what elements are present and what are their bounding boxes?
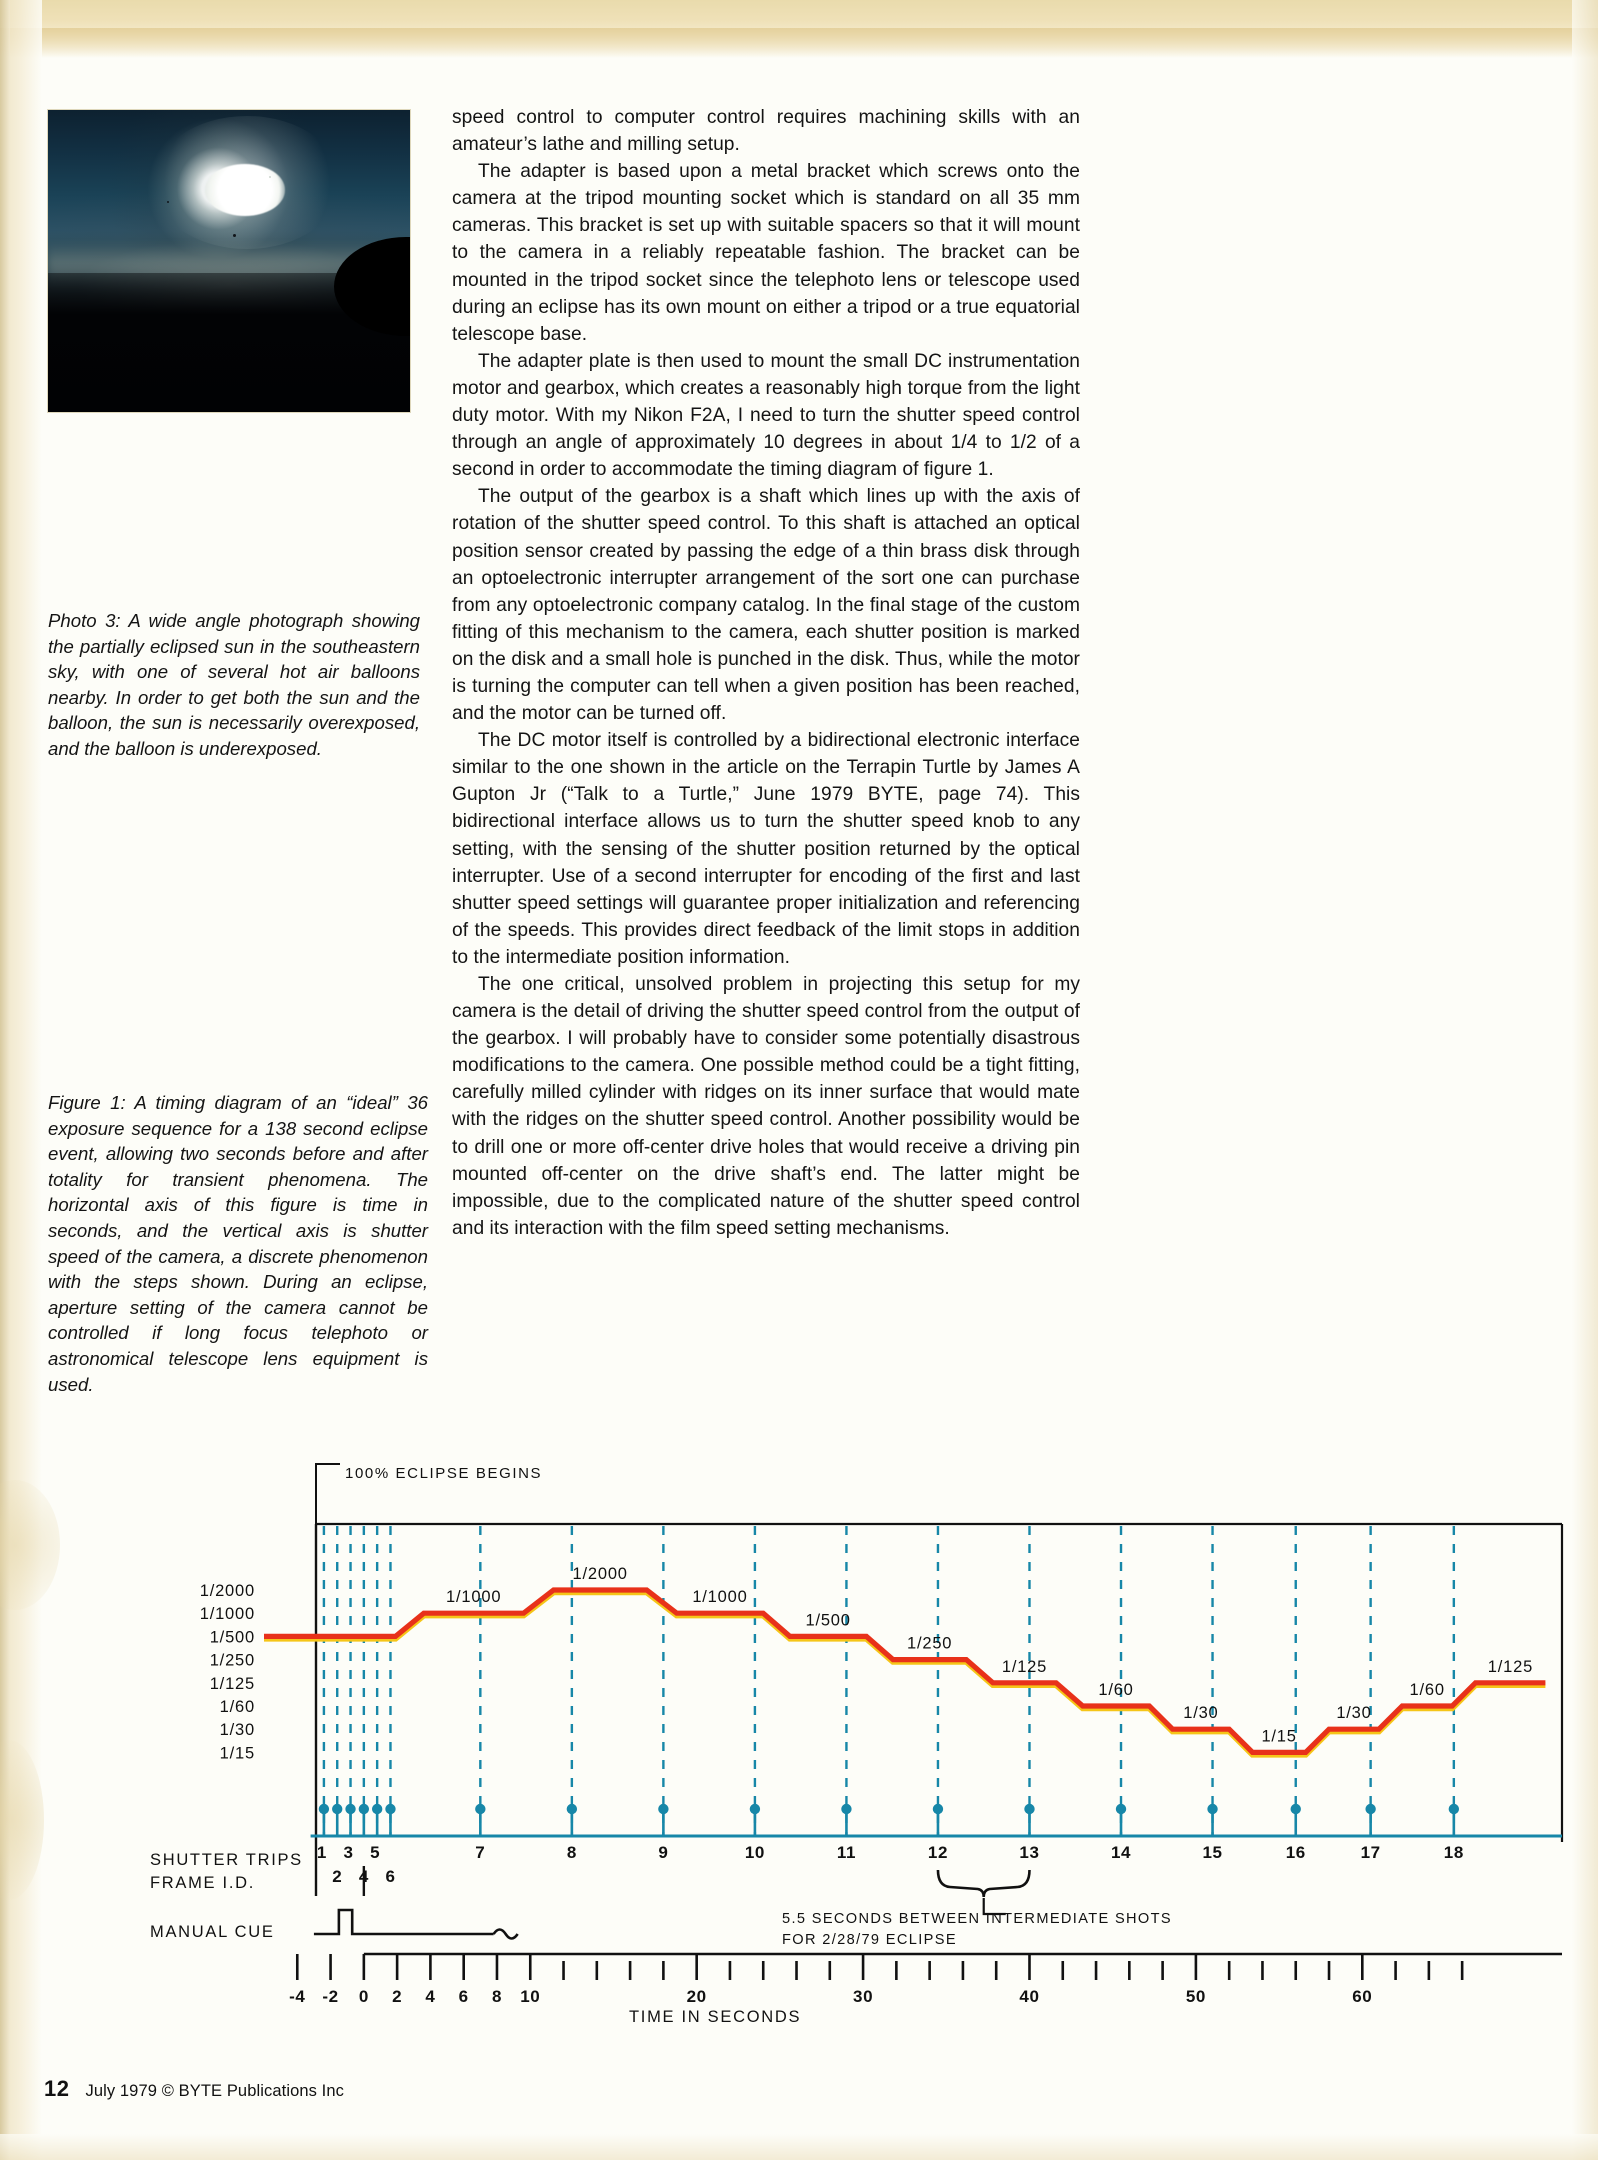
paragraph: speed control to computer control requires machining skills with an amateur’s lathe and milling setup. xyxy=(452,107,1080,156)
shutter-trip-marker xyxy=(1116,1804,1126,1814)
chart-text: 1/500 xyxy=(209,1628,255,1647)
scan-stain-bottom xyxy=(0,2134,1598,2160)
shutter-trip-marker xyxy=(658,1804,668,1814)
shutter-trip-marker xyxy=(332,1804,342,1814)
chart-text: 10 xyxy=(520,1987,541,2006)
chart-text: 1/125 xyxy=(1001,1657,1048,1676)
shutter-trip-marker xyxy=(372,1804,382,1814)
page-footer xyxy=(44,2076,344,2102)
chart-text: 50 xyxy=(1185,1987,1206,2006)
chart-text: 1/250 xyxy=(906,1634,953,1653)
photo-caption: Photo 3: A wide angle photograph showing the partially eclipsed sun in the southeastern sky, with one of several hot air balloons nearby. In order to get both the sun and the balloon, the sun is necessarily overexposed, and the balloon is underexposed. xyxy=(48,610,420,759)
chart-text: 1/1000 xyxy=(692,1588,748,1607)
shutter-trip-marker xyxy=(933,1804,943,1814)
shutter-trip-marker xyxy=(345,1804,355,1814)
chart-text: 2 xyxy=(332,1867,343,1886)
chart-text: 1/2000 xyxy=(572,1565,628,1583)
chart-text: 13 xyxy=(1019,1843,1040,1862)
paragraph: The adapter is based upon a metal bracket which screws onto the camera at the tripod mounting socket which is standard on all 35 mm cameras. This bracket is set up with suitable spacers so that it will mount to the camera in a reliably repeatable fashion. The bracket can be mounted in the tripod socket since the telephoto lens or telescope used during an eclipse has its own mount on either a tripod or a true equatorial telescope base. xyxy=(452,161,1080,345)
shutter-trips-label: SHUTTER TRIPS xyxy=(150,1851,303,1869)
chart-text: 3 xyxy=(343,1843,354,1862)
chart-text: 6 xyxy=(458,1987,469,2006)
chart-text: 1/1000 xyxy=(199,1605,255,1624)
figure-1-timing-diagram xyxy=(0,1440,1598,2060)
shutter-trip-marker xyxy=(1365,1804,1375,1814)
chart-text: 4 xyxy=(358,1867,369,1886)
scan-stain-top-2 xyxy=(0,28,1598,58)
chart-text: 16 xyxy=(1285,1843,1306,1862)
manual-cue-waveform xyxy=(314,1910,494,1934)
figure-caption: Figure 1: A timing diagram of an “ideal” 36 exposure sequence for a 138 second eclipse event, allowing two seconds before and after totality for transient phenomena. The horizontal axis of this figure is time in seconds, and the vertical axis is shutter speed of the camera, a discrete phenomenon with the steps shown. During an eclipse, aperture setting of the camera cannot be controlled if long focus telephoto or astronomical telescope lens equipment is used. xyxy=(48,1092,428,1395)
copyright-imprint: July 1979 © BYTE Publications Inc xyxy=(85,2082,344,2100)
eclipse-begin-label: 100% ECLIPSE BEGINS xyxy=(345,1465,543,1482)
chart-text: 11 xyxy=(836,1843,857,1862)
chart-text: 40 xyxy=(1019,1987,1040,2006)
chart-text: 1 xyxy=(316,1843,327,1862)
shutter-trip-marker xyxy=(359,1804,369,1814)
chart-text: 8 xyxy=(566,1843,577,1862)
chart-text: 5 xyxy=(370,1843,381,1862)
chart-text: 4 xyxy=(425,1987,436,2006)
chart-text: 1/30 xyxy=(1183,1704,1219,1723)
chart-text: 1/30 xyxy=(219,1721,255,1740)
chart-text: 1/15 xyxy=(219,1744,255,1763)
chart-text: 1/250 xyxy=(209,1651,255,1670)
frame-id-label: FRAME I.D. xyxy=(150,1874,256,1892)
timing-diagram-svg xyxy=(0,1440,1598,2060)
chart-text: 1/2000 xyxy=(199,1582,255,1600)
article-body xyxy=(452,104,1080,1242)
x-axis-title: TIME IN SECONDS xyxy=(629,2008,802,2026)
shutter-trip-marker xyxy=(841,1804,851,1814)
shutter-trip-marker xyxy=(475,1804,485,1814)
paragraph: The DC motor itself is controlled by a bidirectional electronic interface similar to the one shown in the article on the Terrapin Turtle by James A Gupton Jr (“Talk to a Turtle,” June 1979 BYTE, page 74). This bidirectional interface allows us to turn the shutter speed knob to any setting, with the sensing of the shutter position returned by the optical interrupter. Use of a second interrupter for encoding of the first and last shutter speed settings will guarantee proper initialization and referencing of the speeds. This provides direct feedback of the limit stops in addition to the intermediate position information. xyxy=(452,730,1080,968)
interval-brace xyxy=(938,1870,1030,1897)
chart-text: 60 xyxy=(1352,1987,1373,2006)
shutter-trip-marker xyxy=(385,1804,395,1814)
chart-text: 15 xyxy=(1202,1843,1223,1862)
interval-note-line-2: FOR 2/28/79 ECLIPSE xyxy=(782,1932,957,1948)
chart-text: 1/60 xyxy=(219,1698,255,1716)
left-column xyxy=(48,110,420,412)
chart-text: 17 xyxy=(1360,1843,1381,1862)
chart-text: 14 xyxy=(1110,1843,1132,1862)
chart-text: 0 xyxy=(358,1987,369,2006)
chart-text: 1/30 xyxy=(1336,1704,1372,1723)
chart-text: 10 xyxy=(744,1843,765,1862)
shutter-speed-curve xyxy=(264,1590,1545,1752)
photo-sun xyxy=(205,164,285,215)
chart-text: -2 xyxy=(322,1987,339,2006)
chart-text: 20 xyxy=(686,1987,707,2006)
chart-text: 2 xyxy=(392,1987,403,2006)
chart-text: 8 xyxy=(491,1987,503,2006)
chart-text: 6 xyxy=(385,1867,396,1886)
eclipse-photo xyxy=(48,110,410,412)
shutter-trip-marker xyxy=(1024,1804,1034,1814)
chart-text: -4 xyxy=(289,1987,306,2006)
manual-cue-squiggle xyxy=(494,1930,518,1939)
photo-speck xyxy=(233,234,236,237)
shutter-trip-marker xyxy=(1291,1804,1301,1814)
chart-text: 1/15 xyxy=(1261,1727,1297,1746)
shutter-trip-marker xyxy=(319,1804,329,1814)
page-number: 12 xyxy=(44,2076,70,2101)
manual-cue-label: MANUAL CUE xyxy=(150,1923,275,1941)
chart-text: 9 xyxy=(658,1843,669,1862)
chart-text: 1/1000 xyxy=(446,1588,502,1607)
shutter-trip-marker xyxy=(750,1804,760,1814)
interval-note-line-1: 5.5 SECONDS BETWEEN INTERMEDIATE SHOTS xyxy=(782,1911,1172,1927)
chart-text: 1/60 xyxy=(1409,1681,1445,1699)
chart-text: 1/60 xyxy=(1098,1681,1134,1699)
chart-text: 30 xyxy=(853,1987,874,2006)
eclipse-begin-leader xyxy=(316,1464,340,1482)
chart-text: 1/500 xyxy=(805,1611,851,1630)
chart-text: 18 xyxy=(1443,1843,1464,1862)
chart-text: 12 xyxy=(927,1843,949,1862)
chart-text: 1/125 xyxy=(209,1674,255,1693)
shutter-trip-marker xyxy=(1207,1804,1217,1814)
paragraph: The output of the gearbox is a shaft which lines up with the axis of rotation of the shutter speed control. To this shaft is attached an optical position sensor created by passing the edge of a thin brass disk through an optoelectronic interrupter arrangement of the sort one can purchase from any optoelectronic company catalog. In the final stage of the custom fitting of this mechanism to the camera, each shutter position is marked on the disk and a small hole is punched in the disk. Thus, while the motor is turning the computer can tell when a given position has been reached, and the motor can be turned off. xyxy=(452,486,1080,725)
paragraph: The one critical, unsolved problem in projecting this setup for my camera is the detail of driving the shutter speed control from the output of the gearbox. I will probably have to consider some potentially disastrous modifications to the camera. One possible method could be a tight fitting, carefully milled cylinder with ridges on its inner surface that would mate with the ridges on the shutter speed control. Another possibility would be to drill one or more off-center drive holes that would receive a driving pin mounted off-center on the drive shaft’s end. The latter might be impossible, due to the complicated nature of the shutter speed control and its interaction with the film speed setting mechanisms. xyxy=(452,974,1080,1239)
chart-text: 1/125 xyxy=(1487,1657,1534,1676)
paragraph: The adapter plate is then used to mount the small DC instrumentation motor and gearbox, which creates a reasonably high torque from the light duty motor. With my Nikon F2A, I need to turn the shutter speed control through an angle of approximately 10 degrees in about 1/4 to 1/2 of a second in order to accommodate the timing diagram of figure 1. xyxy=(452,350,1080,481)
shutter-trip-marker xyxy=(1449,1804,1459,1814)
shutter-trip-marker xyxy=(567,1804,577,1814)
chart-text: 7 xyxy=(475,1843,486,1862)
